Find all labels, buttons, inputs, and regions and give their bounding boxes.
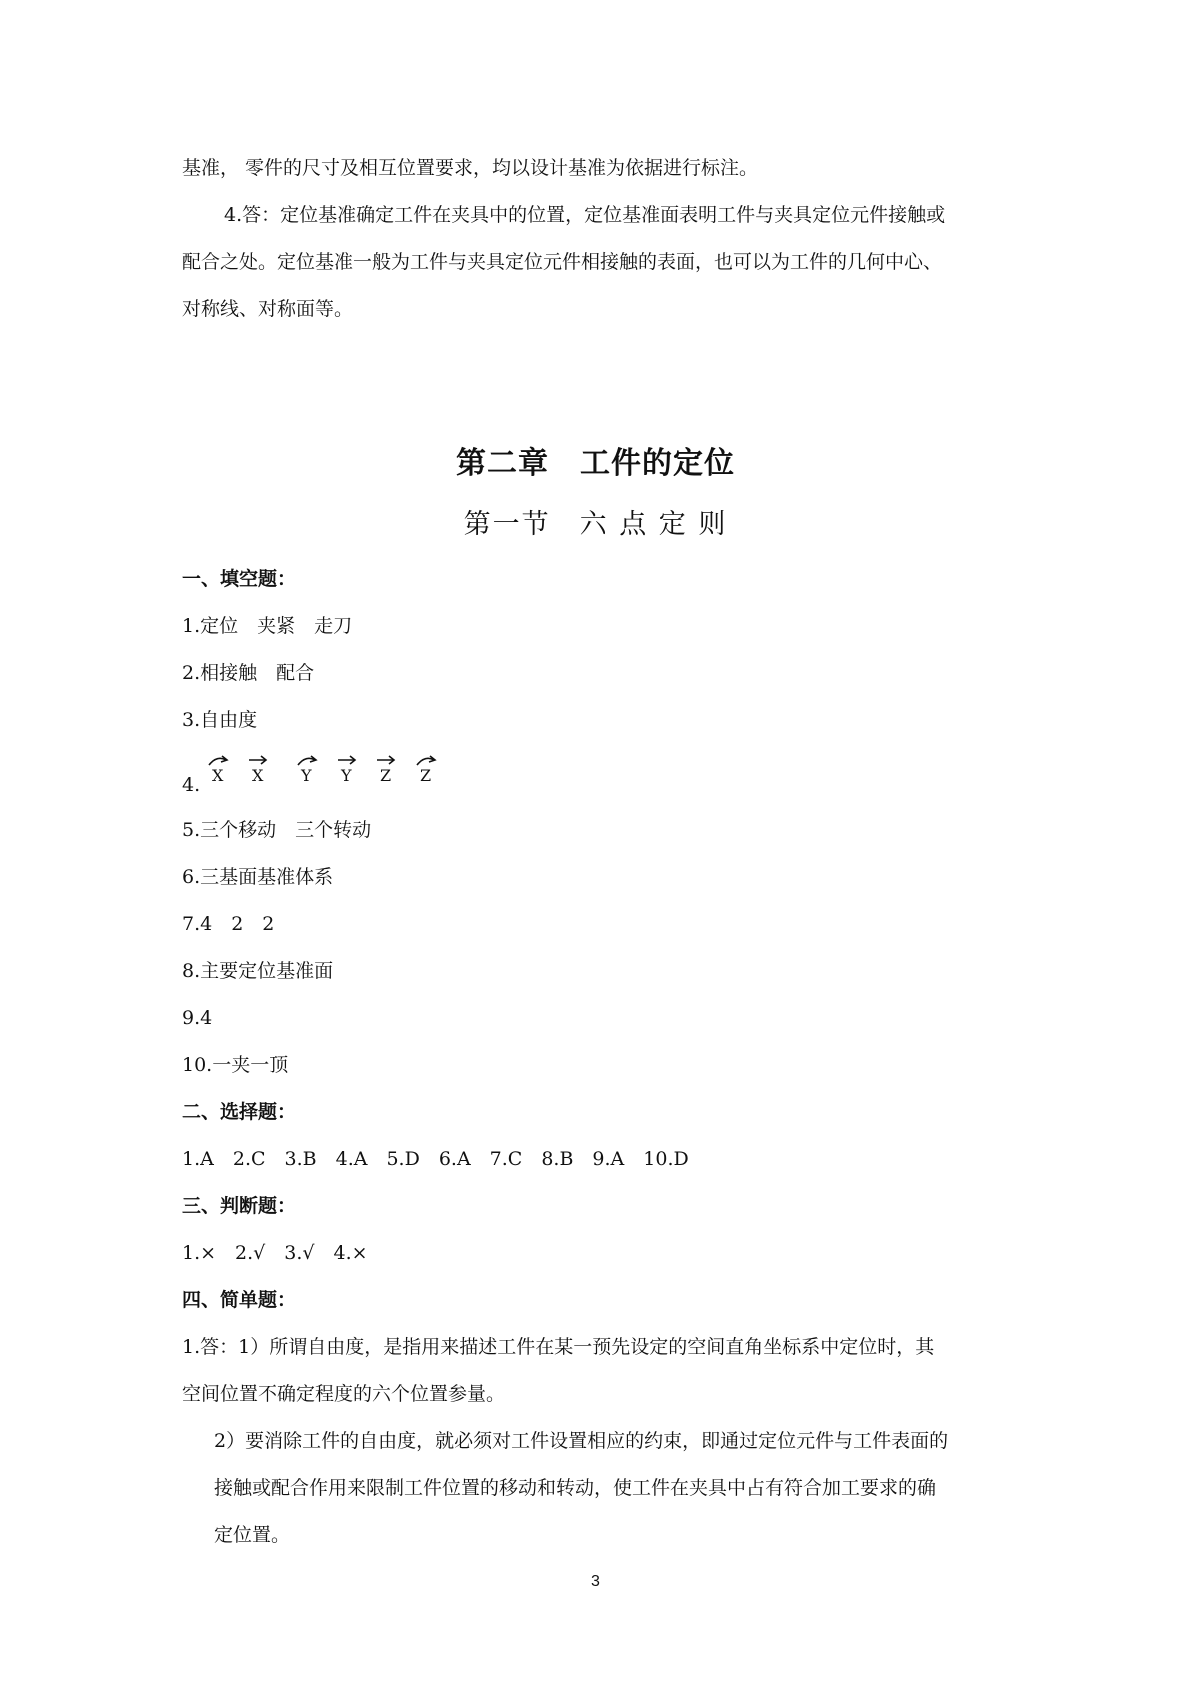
paragraph-line: 接触或配合作用来限制工件位置的移动和转动，使工件在夹具中占有符合加工要求的确 [214, 1477, 937, 1499]
answer-line: 1.定位 夹紧 走刀 [182, 615, 353, 637]
axis-letter: Y [301, 766, 312, 785]
rotation-z-symbol [414, 752, 438, 792]
paragraph-line: 空间位置不确定程度的六个位置参量。 [182, 1383, 506, 1405]
page-number: 3 [591, 1573, 600, 1590]
translation-x-symbol [246, 752, 270, 792]
axis-letter: Y [341, 766, 352, 785]
paragraph-line: 2）要消除工件的自由度，就必须对工件设置相应的约束，即通过定位元件与工件表面的 [214, 1430, 949, 1452]
translation-z-symbol [374, 752, 398, 792]
rotation-x-symbol [206, 752, 230, 792]
answer-line: 5.三个移动 三个转动 [182, 819, 372, 841]
answer-line: 7.4 2 2 [182, 913, 275, 935]
paragraph-line: 基准， 零件的尺寸及相互位置要求，均以设计基准为依据进行标注。 [182, 157, 759, 179]
paragraph-line: 对称线、对称面等。 [182, 298, 354, 320]
rotation-y-symbol [295, 752, 319, 792]
judge-answers: 1.× 2.√ 3.√ 4.× [182, 1242, 368, 1264]
choice-answers: 1.A 2.C 3.B 4.A 5.D 6.A 7.C 8.B 9.A 10.D [182, 1148, 689, 1170]
answer-number: 4. [182, 774, 201, 796]
answer-line: 2.相接触 配合 [182, 662, 315, 684]
answer-line: 8.主要定位基准面 [182, 960, 334, 982]
axis-letter: Z [420, 766, 432, 785]
axis-letter: X [252, 766, 264, 785]
paragraph-line: 1.答：1）所谓自由度，是指用来描述工件在某一预先设定的空间直角坐标系中定位时，其 [182, 1336, 935, 1358]
paragraph-line: 配合之处。定位基准一般为工件与夹具定位元件相接触的表面，也可以为工件的几何中心、 [182, 251, 943, 273]
short-answer-heading: 四、简单题： [182, 1289, 297, 1311]
choice-heading: 二、选择题： [182, 1101, 297, 1123]
judge-heading: 三、判断题： [182, 1195, 297, 1217]
paragraph-line: 定位置。 [214, 1524, 291, 1546]
axis-letter: Z [380, 766, 392, 785]
paragraph-line: 4.答：定位基准确定工件在夹具中的位置，定位基准面表明工件与夹具定位元件接触或 [224, 204, 946, 226]
answer-line: 10.一夹一顶 [182, 1054, 289, 1076]
axis-letter: X [212, 766, 224, 785]
chapter-title: 第二章 工件的定位 [456, 446, 735, 481]
translation-y-symbol [335, 752, 359, 792]
answer-line: 9.4 [182, 1007, 213, 1029]
section-title: 第一节 六 点 定 则 [463, 509, 728, 540]
answer-line: 6.三基面基准体系 [182, 866, 334, 888]
fill-in-heading: 一、填空题： [182, 568, 297, 590]
answer-line: 3.自由度 [182, 709, 258, 731]
